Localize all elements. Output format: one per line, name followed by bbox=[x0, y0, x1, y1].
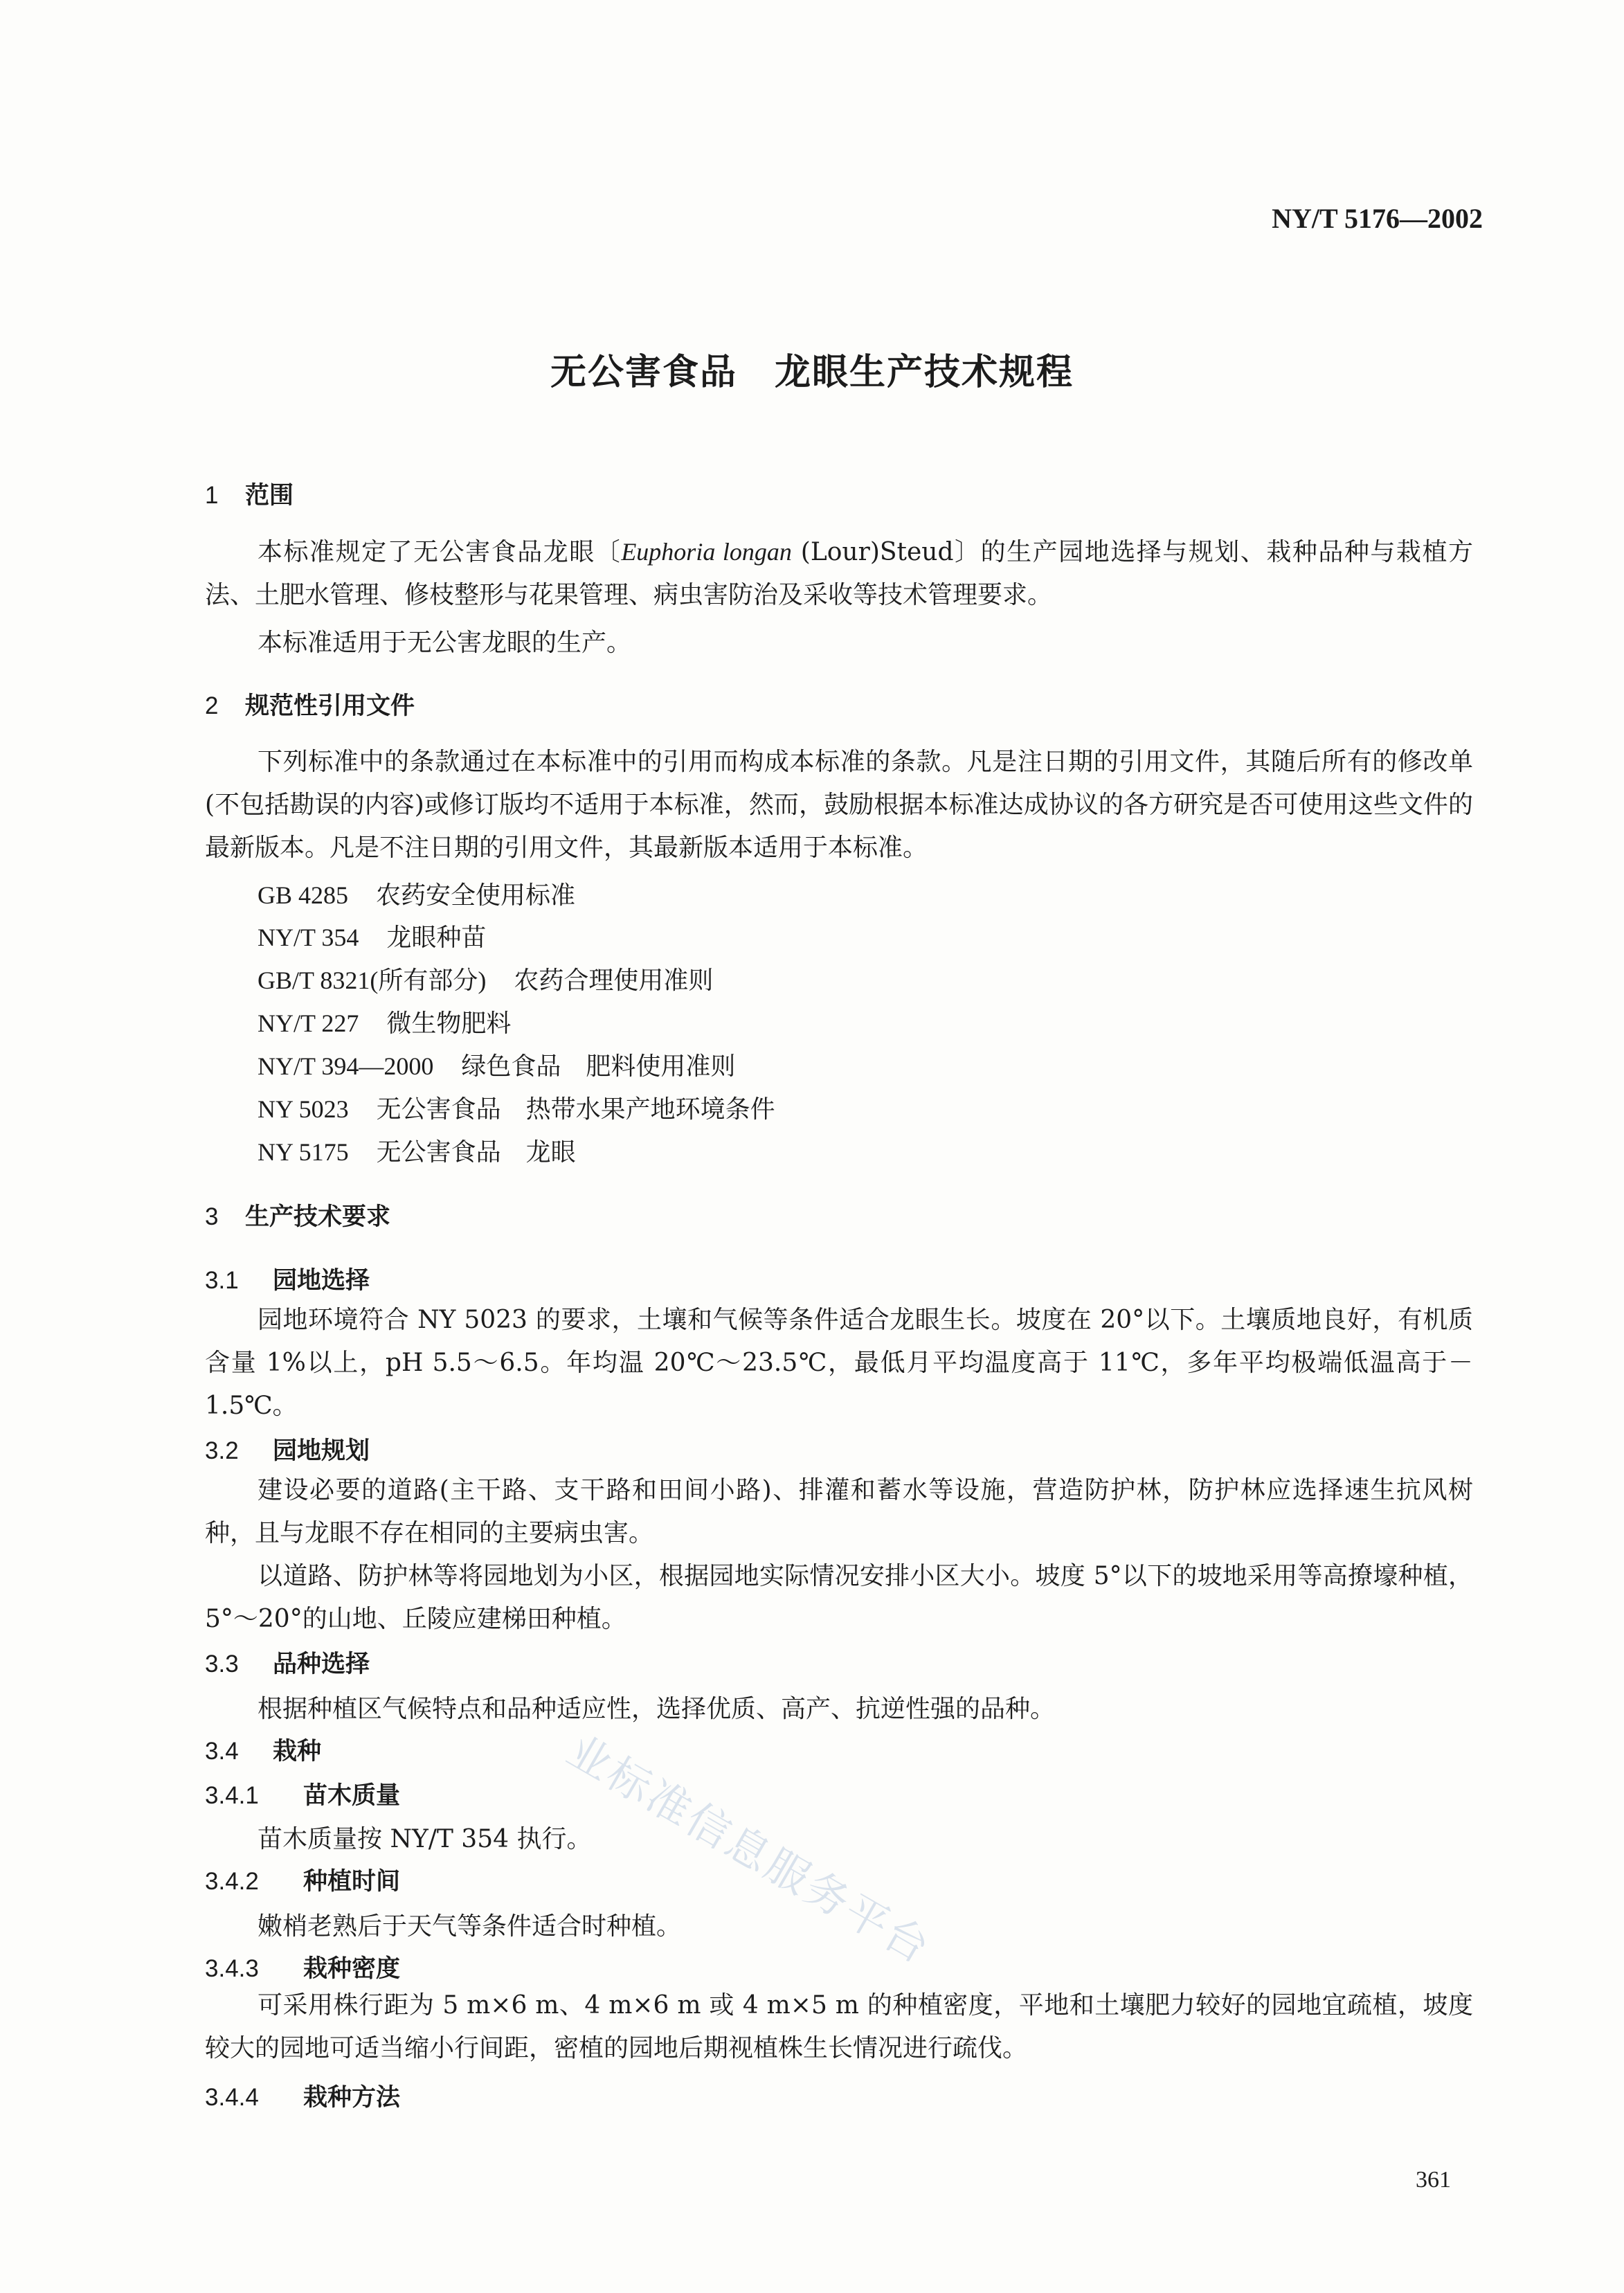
section-title: 规范性引用文件 bbox=[245, 692, 415, 720]
section-number: 3.1 bbox=[205, 1267, 239, 1294]
section-title: 栽种密度 bbox=[303, 1955, 401, 1983]
section-3-4-2-paragraph: 嫩梢老熟后于天气等条件适合时种植。 bbox=[258, 1912, 682, 1941]
section-number: 3.2 bbox=[205, 1437, 239, 1464]
section-3-2-heading bbox=[205, 1432, 370, 1466]
section-3-1-heading bbox=[205, 1261, 370, 1296]
section-3-4-3-heading bbox=[205, 1950, 400, 1984]
reference-code: NY/T 394—2000 bbox=[258, 1052, 434, 1080]
section-title: 栽种方法 bbox=[303, 2084, 401, 2112]
page-number: 361 bbox=[1416, 2167, 1451, 2193]
section-title: 园地规划 bbox=[273, 1437, 370, 1465]
section-title: 种植时间 bbox=[303, 1868, 401, 1896]
section-title: 苗木质量 bbox=[303, 1782, 401, 1810]
text: 本标准规定了无公害食品龙眼〔 bbox=[258, 538, 622, 566]
section-3-3-heading bbox=[205, 1645, 370, 1680]
reference-code: NY/T 227 bbox=[258, 1009, 359, 1037]
reference-code: NY 5175 bbox=[258, 1138, 349, 1166]
reference-code: GB 4285 bbox=[258, 881, 349, 909]
reference-name: 龙眼种苗 bbox=[386, 924, 487, 952]
section-title: 范围 bbox=[245, 482, 294, 510]
reference-item bbox=[258, 876, 575, 911]
section-number: 3.4.1 bbox=[205, 1782, 259, 1809]
section-3-4-2-heading bbox=[205, 1862, 400, 1897]
section-number: 3.3 bbox=[205, 1651, 239, 1678]
watermark: 业标准信息服务平台 bbox=[559, 1725, 940, 1975]
reference-name: 农药合理使用准则 bbox=[514, 966, 714, 995]
section-title: 生产技术要求 bbox=[245, 1203, 391, 1231]
reference-name: 微生物肥料 bbox=[386, 1009, 512, 1038]
section-3-4-1-heading bbox=[205, 1777, 400, 1811]
section-1-paragraph-2: 本标准适用于无公害龙眼的生产。 bbox=[258, 629, 632, 657]
reference-code: NY/T 354 bbox=[258, 924, 359, 951]
section-3-4-1-paragraph: 苗木质量按 NY/T 354 执行。 bbox=[258, 1825, 592, 1853]
section-number: 1 bbox=[205, 482, 219, 509]
section-3-4-heading bbox=[205, 1732, 321, 1767]
section-number: 3 bbox=[205, 1203, 219, 1230]
scientific-name: Euphoria longan bbox=[621, 538, 792, 566]
reference-item bbox=[258, 918, 486, 953]
reference-item bbox=[258, 961, 713, 996]
section-number: 3.4.4 bbox=[205, 2084, 259, 2111]
section-3-3-paragraph: 根据种植区气候特点和品种适应性，选择优质、高产、抗逆性强的品种。 bbox=[258, 1695, 1056, 1723]
section-3-heading bbox=[205, 1198, 390, 1232]
reference-item bbox=[258, 1090, 775, 1125]
reference-item bbox=[258, 1133, 576, 1168]
reference-name: 无公害食品 热带水果产地环境条件 bbox=[376, 1095, 775, 1124]
reference-name: 农药安全使用标准 bbox=[376, 881, 576, 910]
reference-item bbox=[258, 1047, 735, 1082]
section-title: 栽种 bbox=[273, 1738, 322, 1765]
reference-item bbox=[258, 1004, 511, 1039]
section-number: 3.4.2 bbox=[205, 1868, 259, 1895]
section-3-4-3-paragraph: 可采用株行距为 5 m×6 m、4 m×6 m 或 4 m×5 m 的种植密度，平地和土壤肥力较好的园地宜疏植，坡度较大的园地可适当缩小行间距，密植的园地后期视植株生长情况进行疏伐。 bbox=[205, 1991, 1473, 2062]
section-1-paragraph-1 bbox=[205, 530, 1473, 617]
section-title: 品种选择 bbox=[273, 1651, 370, 1678]
section-number: 2 bbox=[205, 692, 219, 719]
reference-code: NY 5023 bbox=[258, 1095, 349, 1123]
section-number: 3.4 bbox=[205, 1738, 239, 1765]
reference-name: 无公害食品 龙眼 bbox=[376, 1138, 576, 1167]
text: (Lour)Steud〕的生产园地选择与规划、栽种品种与栽植方法、土肥水管理、修枝整形与花果管理、病虫害防治及采收等技术管理要求。 bbox=[205, 538, 1473, 609]
section-title: 园地选择 bbox=[273, 1267, 370, 1295]
section-2-paragraph: 下列标准中的条款通过在本标准中的引用而构成本标准的条款。凡是注日期的引用文件，其随后所有的修改单(不包括勘误的内容)或修订版均不适用于本标准，然而，鼓励根据本标准达成协议的各方研究是否可使用这些文件的最新版本。凡是不注日期的引用文件，其最新版本适用于本标准。 bbox=[205, 748, 1473, 862]
reference-code: GB/T 8321(所有部分) bbox=[258, 966, 487, 994]
section-3-1-paragraph: 园地环境符合 NY 5023 的要求，土壤和气候等条件适合龙眼生长。坡度在 20°以下。土壤质地良好，有机质含量 1%以上，pH 5.5～6.5。年均温 20℃～23.5℃，最低月平均温度高于 11℃，多年平均极端低温高于－1.5℃。 bbox=[205, 1306, 1473, 1420]
section-1-heading bbox=[205, 476, 294, 511]
section-3-2-paragraph-2: 以道路、防护林等将园地划为小区，根据园地实际情况安排小区大小。坡度 5°以下的坡地采用等高撩壕种植，5°～20°的山地、丘陵应建梯田种植。 bbox=[205, 1562, 1473, 1633]
document-title: 无公害食品 龙眼生产技术规程 bbox=[550, 352, 1074, 393]
standard-code: NY/T 5176—2002 bbox=[1272, 203, 1483, 234]
section-3-4-4-heading bbox=[205, 2078, 400, 2113]
section-number: 3.4.3 bbox=[205, 1955, 259, 1982]
section-2-heading bbox=[205, 687, 415, 721]
reference-name: 绿色食品 肥料使用准则 bbox=[461, 1052, 736, 1081]
section-3-2-paragraph-1: 建设必要的道路(主干路、支干路和田间小路)、排灌和蓄水等设施，营造防护林，防护林应选择速生抗风树种，且与龙眼不存在相同的主要病虫害。 bbox=[205, 1476, 1473, 1547]
